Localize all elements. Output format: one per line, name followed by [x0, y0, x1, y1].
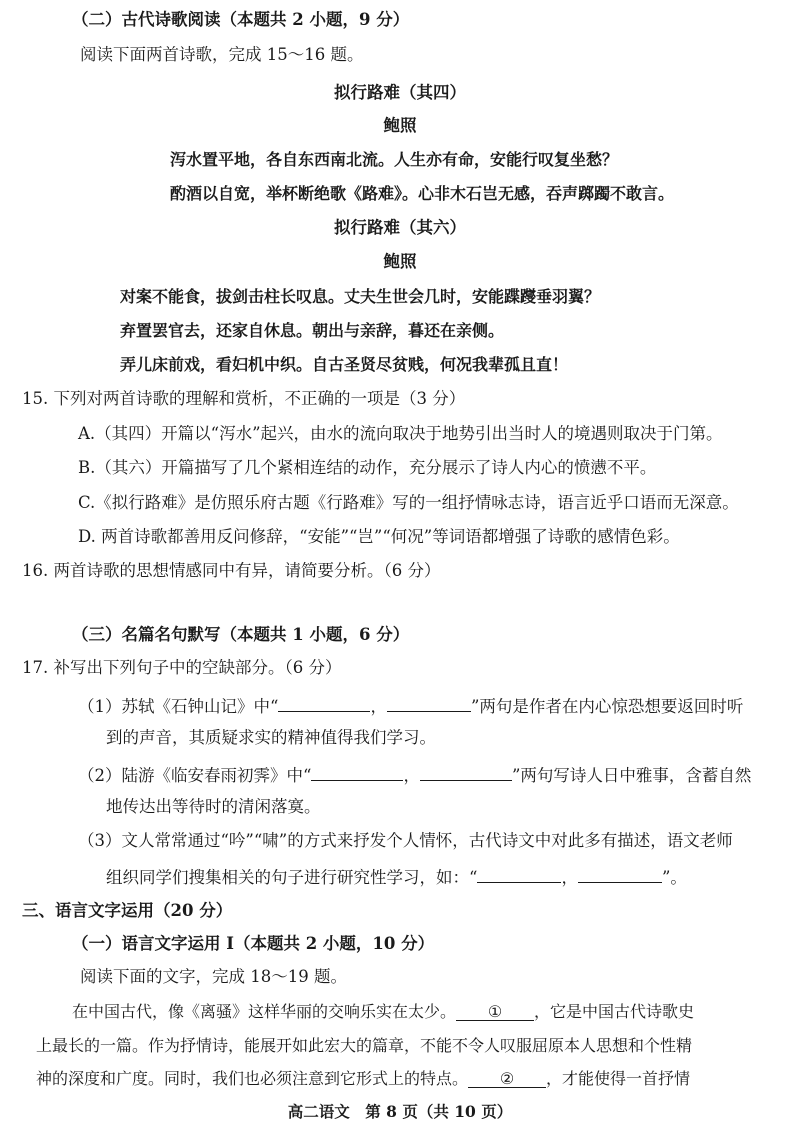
section-subheading-language: （一）语言文字运用 Ⅰ（本题共 2 小题，10 分）: [72, 934, 435, 953]
q17-item3-suffix: ”。: [661, 868, 687, 887]
passage-line-1: [72, 1004, 694, 1021]
passage-line-3: [36, 1071, 690, 1088]
q17-item3-prefix: 组织同学们搜集相关的句子进行研究性学习，如：“: [106, 868, 478, 887]
q17-item2-line1: [78, 765, 751, 785]
q17-item2-line2: 地传达出等待时的清闲落寞。: [106, 797, 321, 816]
q17-item1-blank-2[interactable]: [387, 696, 471, 712]
passage-line-2: 上最长的一篇。作为抒情诗，能展开如此宏大的篇章，不能不令人叹服屈原本人思想和个性精: [36, 1036, 693, 1055]
passage-line-1-b: ，它是中国古代诗歌史: [534, 1002, 695, 1021]
q17-item3-comma: ，: [561, 868, 578, 887]
poem2-line-1: 对案不能食，拔剑击柱长叹息。丈夫生世会几时，安能蹀躞垂羽翼？: [120, 287, 601, 306]
q17-item1-suffix: ”两句是作者在内心惊恐想要返回时听: [470, 697, 744, 716]
poem1-line-1: 泻水置平地，各自东西南北流。人生亦有命，安能行叹复坐愁？: [170, 150, 619, 169]
q15-option-a: A.（其四）开篇以“泻水”起兴，由水的流向取决于地势引出当时人的境遇则取决于门第。: [78, 424, 723, 443]
q15-option-d: D. 两首诗歌都善用反问修辞，“安能”“岂”“何况”等词语都增强了诗歌的感情色彩。: [78, 527, 680, 546]
passage-blank-1[interactable]: ①: [456, 1004, 534, 1021]
q17-item1-line2: 到的声音，其质疑求实的精神值得我们学习。: [106, 728, 436, 747]
passage-line-1-a: 在中国古代，像《离骚》这样华丽的交响乐实在太少。: [72, 1002, 457, 1021]
poem1-title: 拟行路难（其四）: [334, 83, 466, 102]
poem2-line-3: 弄儿床前戏，看妇机中织。自古圣贤尽贫贱，何况我辈孤且直！: [120, 355, 569, 374]
poem2-line-2: 弃置罢官去，还家自休息。朝出与亲辞，暮还在亲侧。: [120, 321, 505, 340]
q17-item2-blank-1[interactable]: [311, 765, 403, 781]
q15-option-b: B.（其六）开篇描写了几个紧相连结的动作，充分展示了诗人内心的愤懑不平。: [78, 458, 657, 477]
q17-item1-prefix: （1）苏轼《石钟山记》中“: [78, 697, 279, 716]
poem1-author: 鲍照: [383, 116, 417, 135]
passage-line-3-a: 神的深度和广度。同时，我们也必须注意到它形式上的特点。: [36, 1069, 469, 1088]
q16-stem: 16. 两首诗歌的思想情感同中有异，请简要分析。（6 分）: [22, 561, 441, 580]
q17-stem: 17. 补写出下列句子中的空缺部分。（6 分）: [22, 658, 342, 677]
passage-blank-2[interactable]: ②: [468, 1071, 546, 1088]
q17-item2-prefix: （2）陆游《临安春雨初霁》中“: [78, 766, 312, 785]
passage-line-3-b: ，才能使得一首抒情: [546, 1069, 691, 1088]
section-heading-poetry: （二）古代诗歌阅读（本题共 2 小题，9 分）: [72, 10, 410, 29]
q17-item3-blank-2[interactable]: [578, 867, 662, 883]
q17-item3-blank-1[interactable]: [477, 867, 561, 883]
q17-item1-comma: ，: [370, 697, 387, 716]
language-instruction: 阅读下面的文字，完成 18～19 题。: [80, 967, 347, 986]
section-heading-language: 三、语言文字运用（20 分）: [22, 901, 233, 920]
q17-item3-line1: （3）文人常常通过“吟”“啸”的方式来抒发个人情怀，古代诗文中对此多有描述，语文老师: [78, 831, 733, 850]
q17-item1-blank-1[interactable]: [278, 696, 370, 712]
page-footer: 高二语文 第 8 页（共 10 页）: [287, 1102, 513, 1121]
q17-item2-blank-2[interactable]: [420, 765, 512, 781]
poem2-title: 拟行路难（其六）: [334, 218, 466, 237]
q17-item2-comma: ，: [403, 766, 420, 785]
q15-option-c: C.《拟行路难》是仿照乐府古题《行路难》写的一组抒情咏志诗，语言近乎口语而无深意。: [78, 493, 739, 512]
poetry-instruction: 阅读下面两首诗歌，完成 15～16 题。: [80, 45, 364, 64]
q15-stem: 15. 下列对两首诗歌的理解和赏析，不正确的一项是（3 分）: [22, 389, 466, 408]
q17-item1-line1: [78, 696, 743, 716]
q17-item3-line2: [106, 867, 687, 887]
poem2-author: 鲍照: [383, 252, 417, 271]
poem1-line-2: 酌酒以自宽，举杯断绝歌《路难》。心非木石岂无感，吞声踯躅不敢言。: [170, 184, 675, 203]
q17-item2-suffix: ”两句写诗人日中雅事，含蓄自然: [511, 766, 752, 785]
section-heading-recite: （三）名篇名句默写（本题共 1 小题，6 分）: [72, 625, 410, 644]
